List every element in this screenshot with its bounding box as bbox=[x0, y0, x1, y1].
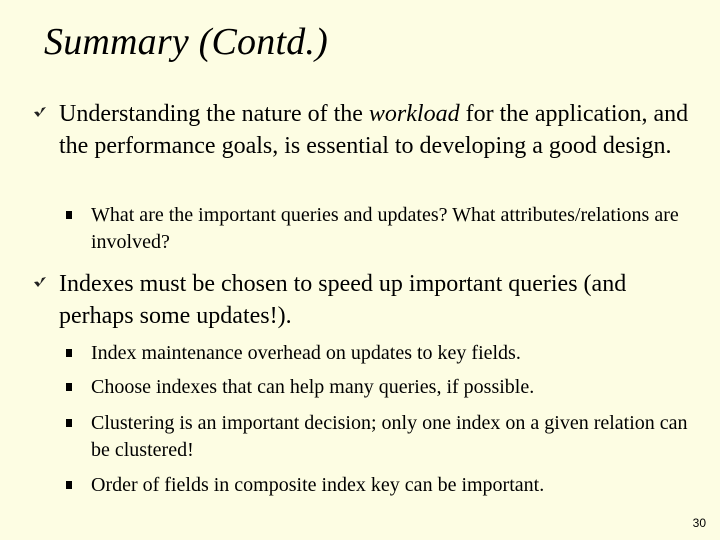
sub-bullet-item bbox=[66, 410, 700, 464]
square-bullet-icon bbox=[66, 419, 72, 427]
bullet-text-part: for the application, and the performance goals, is essential to developing a good design. bbox=[59, 101, 689, 159]
slide-title: Summary (Contd.) bbox=[44, 21, 328, 63]
sub-bullet-text: Index maintenance overhead on updates to key fields. bbox=[91, 342, 521, 364]
sub-bullet-item bbox=[66, 472, 700, 499]
sub-bullet-text: Choose indexes that can help many queries, if possible. bbox=[91, 376, 535, 398]
bullet-text-emphasis: workload bbox=[368, 101, 460, 127]
bullet-item-workload bbox=[32, 98, 700, 162]
sub-bullet-text: What are the important queries and updates? What attributes/relations are involved? bbox=[91, 204, 679, 253]
checkmark-diamond-icon bbox=[32, 104, 48, 120]
bullet-text: Indexes must be chosen to speed up important queries (and perhaps some updates!). bbox=[59, 271, 627, 329]
square-bullet-icon bbox=[66, 349, 72, 357]
sub-bullet-text: Clustering is an important decision; only one index on a given relation can be clustered! bbox=[91, 412, 688, 461]
square-bullet-icon bbox=[66, 481, 72, 489]
sub-bullet-item bbox=[66, 340, 700, 367]
bullet-text-part: Understanding the nature of the bbox=[59, 101, 369, 127]
square-bullet-icon bbox=[66, 211, 72, 219]
sub-bullet-item bbox=[66, 374, 700, 401]
sub-bullet-item bbox=[66, 202, 700, 256]
page-number: 30 bbox=[692, 516, 706, 530]
checkmark-diamond-icon bbox=[32, 274, 48, 290]
square-bullet-icon bbox=[66, 383, 72, 391]
bullet-text bbox=[59, 98, 700, 162]
sub-bullet-text: Order of fields in composite index key can be important. bbox=[91, 474, 545, 496]
bullet-item-indexes bbox=[32, 268, 700, 332]
